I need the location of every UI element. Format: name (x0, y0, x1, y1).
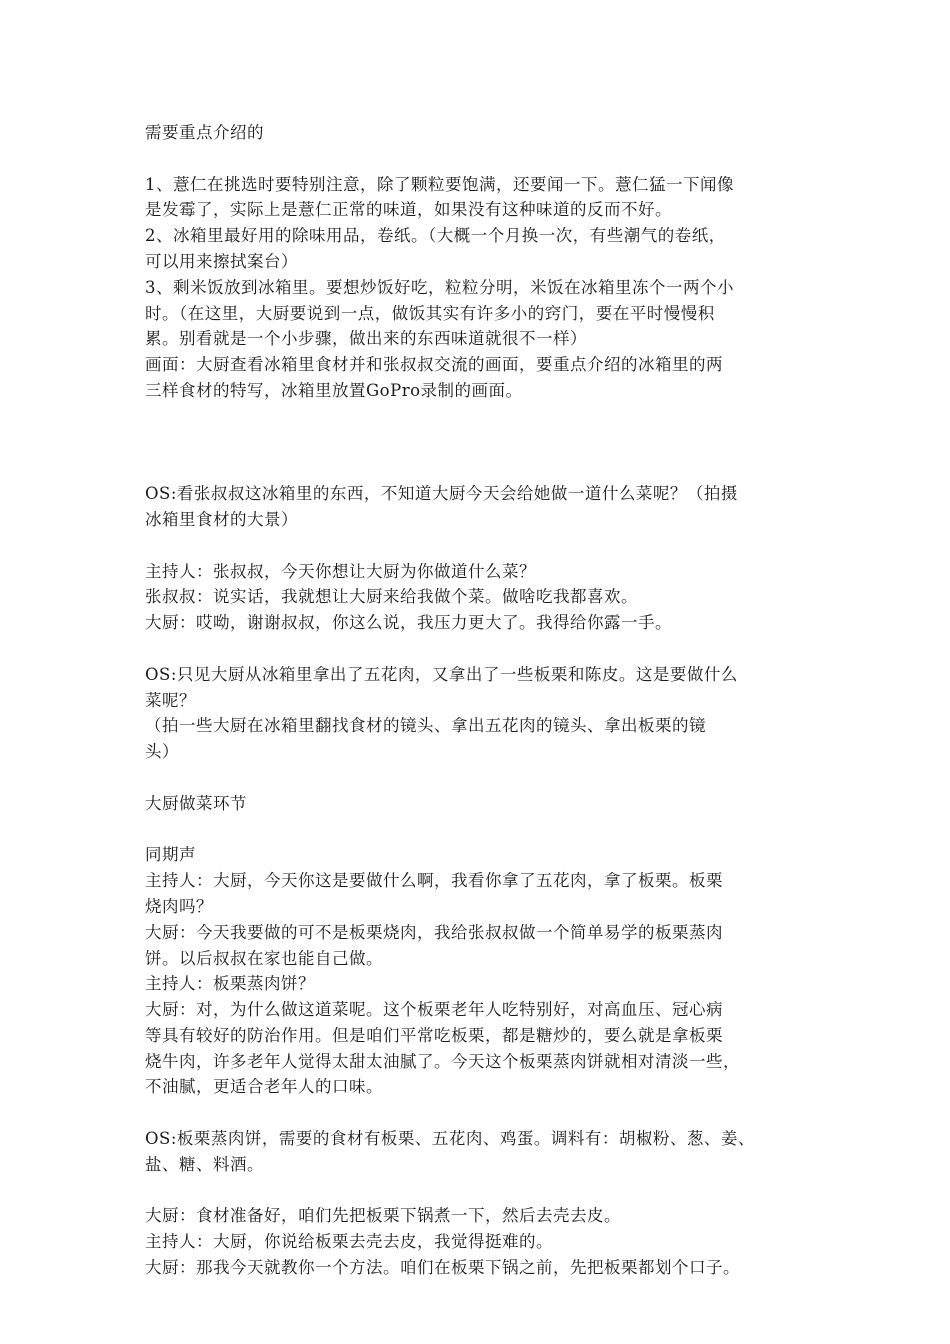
os-line: OS:只见大厨从冰箱里拿出了五花肉，又拿出了一些板栗和陈皮。这是要做什么 (145, 664, 738, 684)
sync-sound-block (145, 842, 825, 1100)
dialogue-block-2 (145, 1203, 825, 1280)
dialogue-line: 烧肉吗？ (145, 896, 213, 916)
dialogue-line: 大厨：今天我要做的可不是板栗烧肉，我给张叔叔做一个简单易学的板栗蒸肉 (145, 922, 723, 942)
paragraph-line: 是发霉了，实际上是薏仁正常的味道，如果没有这种味道的反而不好。 (145, 200, 672, 220)
paragraph-line: 2、冰箱里最好用的除味用品，卷纸。（大概一个月换一次，有些潮气的卷纸， (145, 226, 726, 246)
paragraph-line: 三样食材的特写，冰箱里放置GoPro录制的画面。 (145, 380, 523, 400)
dialogue-line: 主持人：张叔叔，今天你想让大厨为你做道什么菜？ (145, 561, 536, 581)
dialogue-line: 主持人：板栗蒸肉饼？ (145, 974, 315, 994)
section-title: 大厨做菜环节 (145, 793, 247, 813)
dialogue-line: 烧牛肉，许多老年人觉得太甜太油腻了。今天这个板栗蒸肉饼就相对清淡一些， (145, 1051, 740, 1071)
dialogue-line: 大厨：哎呦，谢谢叔叔，你这么说，我压力更大了。我得给你露一手。 (145, 613, 672, 633)
os-line: 盐、糖、料酒。 (145, 1154, 264, 1174)
os-line: 菜呢？ (145, 690, 196, 710)
paragraph-line: 时。（在这里，大厨要说到一点，做饭其实有许多小的窍门，要在平时慢慢积 (145, 303, 715, 323)
dialogue-line: 大厨：对，为什么做这道菜呢。这个板栗老年人吃特别好，对高血压、冠心病 (145, 1000, 723, 1020)
document-page (145, 120, 825, 1281)
dialogue-line: 不油腻，更适合老年人的口味。 (145, 1077, 383, 1097)
paragraph-line: 3、剩米饭放到冰箱里。要想炒饭好吃，粒粒分明，米饭在冰箱里冻个一两个小 (145, 277, 734, 297)
paragraph-line: 1、薏仁在挑选时要特别注意，除了颗粒要饱满，还要闻一下。薏仁猛一下闻像 (145, 174, 734, 194)
os-line: OS:板栗蒸肉饼，需要的食材有板栗、五花肉、鸡蛋。调料有：胡椒粉、葱、姜、 (145, 1129, 755, 1149)
dialogue-line: 张叔叔：说实话，我就想让大厨来给我做个菜。做啥吃我都喜欢。 (145, 587, 638, 607)
section-heading: 需要重点介绍的 (145, 123, 264, 142)
dialogue-line: 同期声 (145, 845, 196, 865)
tips-block (145, 172, 825, 404)
os-line: OS:看张叔叔这冰箱里的东西，不知道大厨今天会给她做一道什么菜呢？（拍摄 (145, 484, 738, 504)
os-line: 冰箱里食材的大景） (145, 509, 298, 529)
paragraph-line: 画面：大厨查看冰箱里食材并和张叔叔交流的画面，要重点介绍的冰箱里的两 (145, 355, 723, 375)
dialogue-line: 等具有较好的防治作用。但是咱们平常吃板栗，都是糖炒的，要么就是拿板栗 (145, 1025, 723, 1045)
os-block-3 (145, 1126, 825, 1178)
os-line: 头） (145, 742, 179, 762)
dialogue-block-1 (145, 559, 825, 636)
dialogue-line: 饼。以后叔叔在家也能自己做。 (145, 948, 383, 968)
paragraph-line: 累。别看就是一个小步骤，做出来的东西味道就很不一样） (145, 329, 587, 349)
os-block-2 (145, 662, 825, 765)
dialogue-line: 大厨：那我今天就教你一个方法。咱们在板栗下锅之前，先把板栗都划个口子。 (145, 1258, 740, 1278)
dialogue-line: 主持人：大厨，你说给板栗去壳去皮，我觉得挺难的。 (145, 1232, 553, 1252)
paragraph-line: 可以用来擦拭案台） (145, 251, 298, 271)
dialogue-line: 大厨：食材准备好，咱们先把板栗下锅煮一下，然后去壳去皮。 (145, 1206, 621, 1226)
dialogue-line: 主持人：大厨，今天你这是要做什么啊，我看你拿了五花肉，拿了板栗。板栗 (145, 871, 723, 891)
os-block-1 (145, 481, 825, 533)
os-line: （拍一些大厨在冰箱里翻找食材的镜头、拿出五花肉的镜头、拿出板栗的镜 (145, 716, 706, 736)
